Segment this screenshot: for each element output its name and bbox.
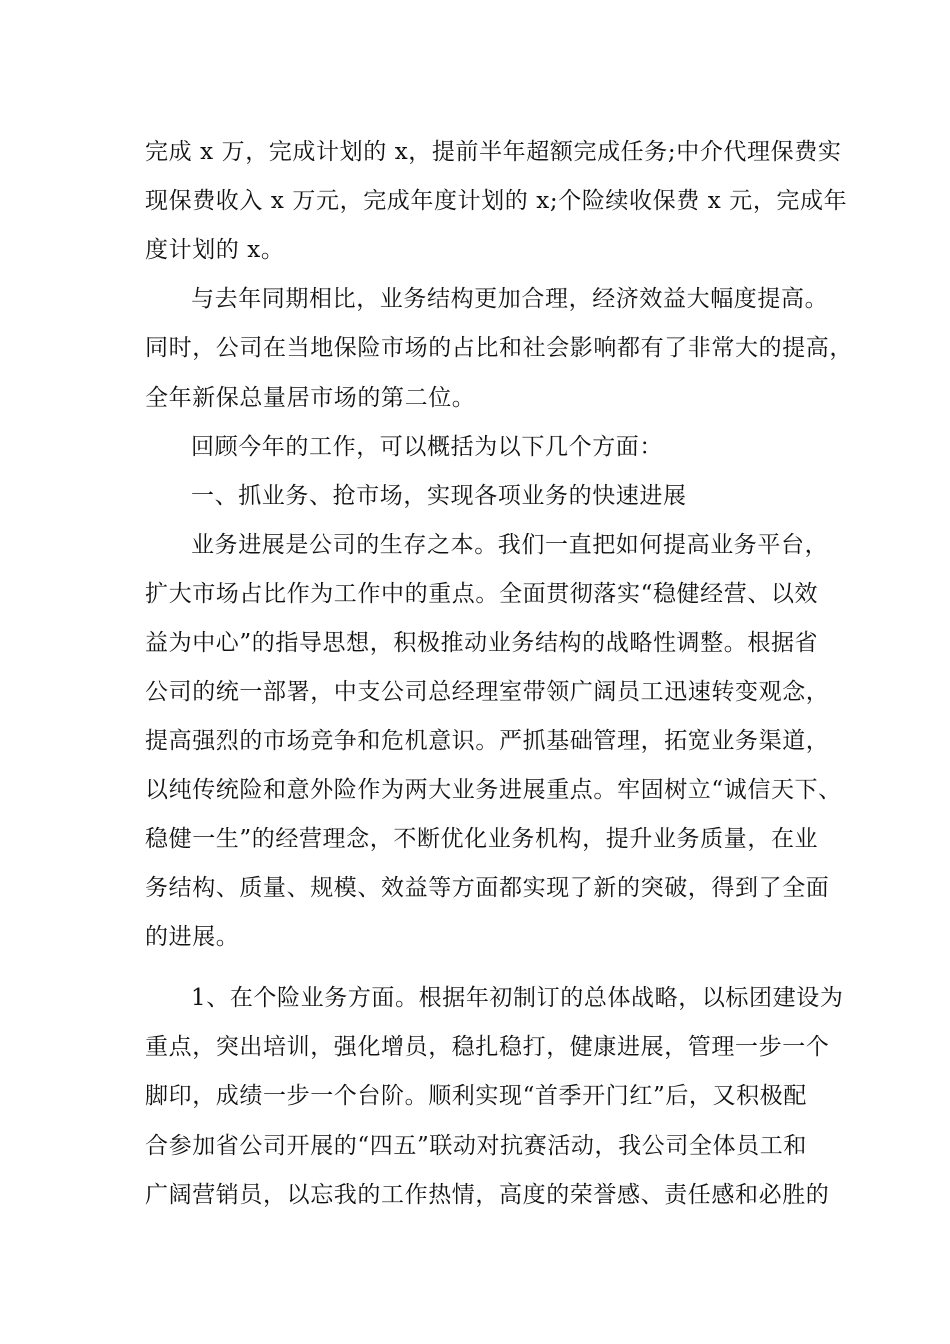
text-line: 扩大市场占比作为工作中的重点。全面贯彻落实“稳健经营、以效 [145,581,819,607]
text-line: 合参加省公司开展的“四五”联动对抗赛活动，我公司全体员工和 [145,1133,807,1159]
text-line: 公司的统一部署，中支公司总经理室带领广阔员工迅速转变观念， [145,679,830,705]
text-line: 提高强烈的市场竞争和危机意识。严抓基础管理，拓宽业务渠道， [145,728,830,754]
text-line: 的进展。 [145,924,240,950]
text-line: 稳健一生”的经营理念，不断优化业务机构，提升业务质量，在业 [145,826,819,852]
text-line: 度计划的 x。 [145,237,285,263]
text-line: 业务进展是公司的生存之本。我们一直把如何提高业务平台， [191,532,829,558]
text-line: 脚印，成绩一步一个台阶。顺利实现“首季开门红”后，又积极配 [145,1083,807,1109]
text-line: 与去年同期相比，业务结构更加合理，经济效益大幅度提高。 [191,286,829,312]
section-heading: 一、抓业务、抢市场，实现各项业务的快速进展 [191,483,687,509]
text-line: 完成 x 万，完成计划的 x，提前半年超额完成任务;中介代理保费实 [145,139,842,165]
text-line: 全年新保总量居市场的第二位。 [145,385,476,411]
text-line: 广阔营销员，以忘我的工作热情，高度的荣誉感、责任感和必胜的 [145,1182,830,1208]
text-line: 以纯传统险和意外险作为两大业务进展重点。牢固树立“诚信天下、 [145,777,842,803]
text-line: 回顾今年的工作，可以概括为以下几个方面： [191,434,663,460]
text-line: 同时，公司在当地保险市场的占比和社会影响都有了非常大的提高， [145,335,853,361]
text-line: 重点，突出培训，强化增员，稳扎稳打，健康进展，管理一步一个 [145,1034,830,1060]
text-line: 务结构、质量、规模、效益等方面都实现了新的突破，得到了全面 [145,875,830,901]
text-line: 1、在个险业务方面。根据年初制订的总体战略，以标团建设为 [191,985,844,1011]
text-line: 现保费收入 x 万元，完成年度计划的 x;个险续收保费 x 元，完成年 [145,188,848,214]
text-line: 益为中心”的指导思想，积极推动业务结构的战略性调整。根据省 [145,630,819,656]
